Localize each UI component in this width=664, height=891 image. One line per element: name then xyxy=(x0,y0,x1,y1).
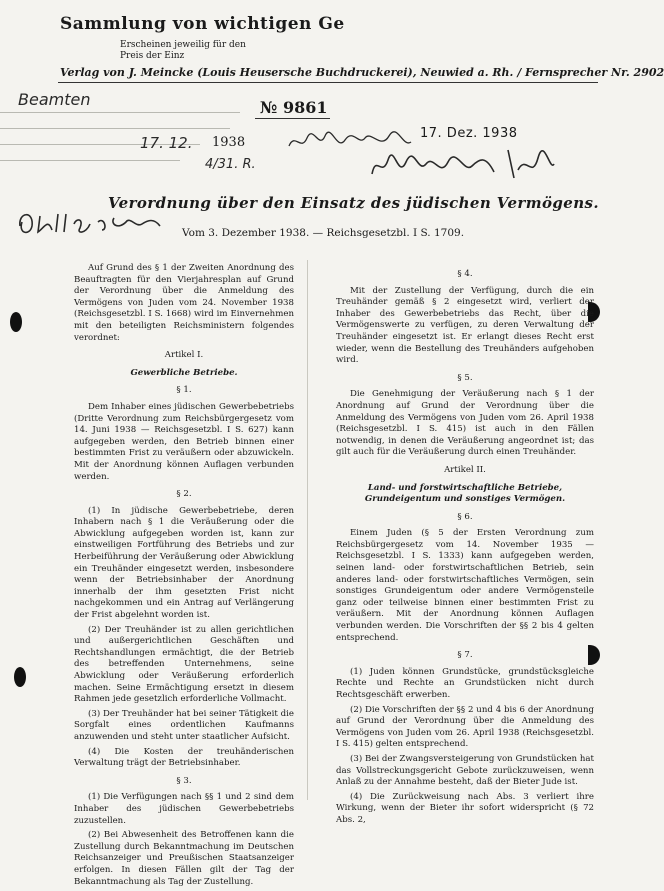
masthead-subline: Erscheinen jeweilig für den xyxy=(120,40,246,50)
section-text: (2) Bei Abwesenheit des Betroffenen kann die Zustellung durch Bekanntmachung im Deutschen Reichsanzeiger und Preußischen Staatsanzeiger erfolgen. In diesen Fällen gilt der Tag der Bekanntmachung als Tag der Zustellung. xyxy=(74,830,294,887)
decree-title: Verordnung über den Einsatz des jüdischen Vermögens. xyxy=(108,194,599,212)
left-column xyxy=(74,263,294,891)
masthead-title: Sammlung von wichtigen Ge xyxy=(60,14,345,34)
section-text: (2) Der Treuhänder ist zu allen gerichtlichen und außergerichtlichen Geschäften und Rechtshandlungen ermächtigt, die der Betrieb des betreffenden Unternehmens, seine Abwicklung oder Veräußerung erforderlich machen. Seine Ermächtigung ersetzt in diesem Rahmen jede gesetzlich erforderliche Vollmacht. xyxy=(74,624,294,705)
hole-punch-left xyxy=(10,312,22,332)
publisher-line: Verlag von J. Meincke (Louis Heusersche Buchdruckerei), Neuwied a. Rh. / Fernsprecher Nr. 2902 xyxy=(60,66,664,79)
section-text: (4) Die Zurückweisung nach Abs. 3 verliert ihre Wirkung, wenn der Bieter ihr sofort widerspricht (§ 72 Abs. 2, xyxy=(336,791,594,825)
article-title: Land- und forstwirtschaftliche Betriebe, Grundeigentum und sonstiges Vermögen. xyxy=(364,482,566,505)
handwritten-signature-right xyxy=(368,144,558,188)
section-text: (1) Die Verfügungen nach §§ 1 und 2 sind dem Inhaber des jüdischen Gewerbebetriebs zuzustellen. xyxy=(74,792,294,826)
handwritten-reference: 4/31. R. xyxy=(205,157,256,172)
section-label: § 4. xyxy=(457,269,473,279)
preamble: Auf Grund des § 1 der Zweiten Anordnung des Beauftragten für den Vierjahresplan auf Grund der Verordnung über die Anmeldung des Vermögens von Juden vom 24. November 1938 (Reichsgesetzbl. I S. 1668) wird im Einvernehmen mit den beteiligten Reichsministern folgendes verordnet: xyxy=(74,263,294,343)
section-text: (1) Juden können Grundstücke, grundstücksgleiche Rechte und Rechte an Grundstücken nicht durch Rechtsgeschäft erwerben. xyxy=(336,666,594,700)
masthead-price-line: Preis der Einz xyxy=(120,51,185,61)
right-column xyxy=(336,263,594,830)
document-number: № 9861 xyxy=(260,98,328,117)
document-number-underline xyxy=(255,118,330,119)
article-heading: Artikel II. xyxy=(444,464,486,475)
section-text: (1) In jüdische Gewerbebetriebe, deren Inhabern nach § 1 die Veräußerung oder die Abwicklung aufgegeben worden ist, kann zur einstweiligen Fortführung des Betriebs und zur Herbeiführung der Veräußerung oder Abwicklung ein Treuhänder eingesetzt werden, insbesondere wenn der Betriebsinhaber der Anordnung innerhalb der ihm gesetzten Frist nicht nachgekommen und ein Antrag auf Verlängerung der Frist abgelehnt worden ist. xyxy=(74,505,294,621)
section-text: (2) Die Vorschriften der §§ 2 und 4 bis 6 der Anordnung auf Grund der Verordnung über die Anmeldung des Vermögens von Juden vom 26. April 1938 (Reichsgesetzbl. I S. 415) gelten entsprechend. xyxy=(336,704,594,750)
section-label: § 2. xyxy=(176,489,192,500)
article-heading: Artikel I. xyxy=(164,350,204,361)
section-label: § 7. xyxy=(457,650,473,661)
section-text: (3) Der Treuhänder hat bei seiner Tätigkeit die Sorgfalt eines ordentlichen Kaufmanns anzuwenden und steht unter staatlicher Aufsicht. xyxy=(74,708,294,742)
section-text: Dem Inhaber eines jüdischen Gewerbebetriebs (Dritte Verordnung zum Reichsbürgergesetz vom 14. Juni 1938 — Reichsgesetzbl. I S. 627) kann aufgegeben werden, den Betrieb binnen einer bestimmten Frist zu veräußern oder abzuwickeln. Mit der Anordnung können Auflagen verbunden werden. xyxy=(74,401,294,482)
section-text: Die Genehmigung der Veräußerung nach § 1 der Anordnung auf Grund der Verordnung über die Anmeldung des Vermögens von Juden vom 26. April 1938 (Reichsgesetzbl. I S. 415) ist auch in den Fällen notwendig, in denen die Veräußerung angeordnet ist; das gilt auch für die Veräußerung durch einen Treuhänder. xyxy=(336,389,594,458)
stamp-year: 1938 xyxy=(212,135,246,150)
received-stamp-date: 17. Dez. 1938 xyxy=(420,126,518,141)
section-label: § 5. xyxy=(457,372,473,383)
handwritten-date: 17. 12. xyxy=(140,134,193,152)
column-divider xyxy=(307,260,308,800)
masthead-rule xyxy=(58,82,598,83)
section-label: § 1. xyxy=(176,385,192,396)
decree-subtitle: Vom 3. Dezember 1938. — Reichsgesetzbl. I S. 1709. xyxy=(182,227,465,239)
hole-punch-left-lower xyxy=(14,667,26,687)
section-text: Mit der Zustellung der Verfügung, durch die ein Treuhänder gemäß § 2 eingesetzt wird, verliert der Inhaber des Gewerbebetriebs das Recht, über die Vermögenswerte zu verfügen, zu deren Verwaltung der Treuhänder eingesetzt ist. Er erlangt dieses Recht erst wieder, wenn die Bestellung des Treuhänders aufgehoben wird. xyxy=(336,285,594,366)
section-label: § 6. xyxy=(457,511,473,522)
article-title: Gewerbliche Betriebe. xyxy=(130,367,238,378)
section-text: Einem Juden (§ 5 der Ersten Verordnung zum Reichsbürgergesetz vom 14. November 1935 — Reichsgesetzbl. I S. 1333) kann aufgegeben werden, seinen land- oder forstwirtschaftlichen Betrieb, sein anderes land- oder forstwirtschaftliches Vermögen, sein sonstiges Grundeigentum oder andere Vermögensteile ganz oder teilweise binnen einer bestimmten Frist zu veräußern. Mit der Anordnung können Auflagen verbunden werden. Die Vorschriften der §§ 2 bis 4 gelten entsprechend. xyxy=(336,528,594,643)
handwritten-note: Beamten xyxy=(18,90,91,109)
section-label: § 3. xyxy=(176,775,192,786)
section-text: (4) Die Kosten der treuhänderischen Verwaltung trägt der Betriebsinhaber. xyxy=(74,746,294,769)
section-text: (3) Bei der Zwangsversteigerung von Grundstücken hat das Vollstreckungsgericht Gebote zurückzuweisen, wenn Anlaß zu der Annahme besteht, daß der Bieter Jude ist. xyxy=(336,753,594,788)
